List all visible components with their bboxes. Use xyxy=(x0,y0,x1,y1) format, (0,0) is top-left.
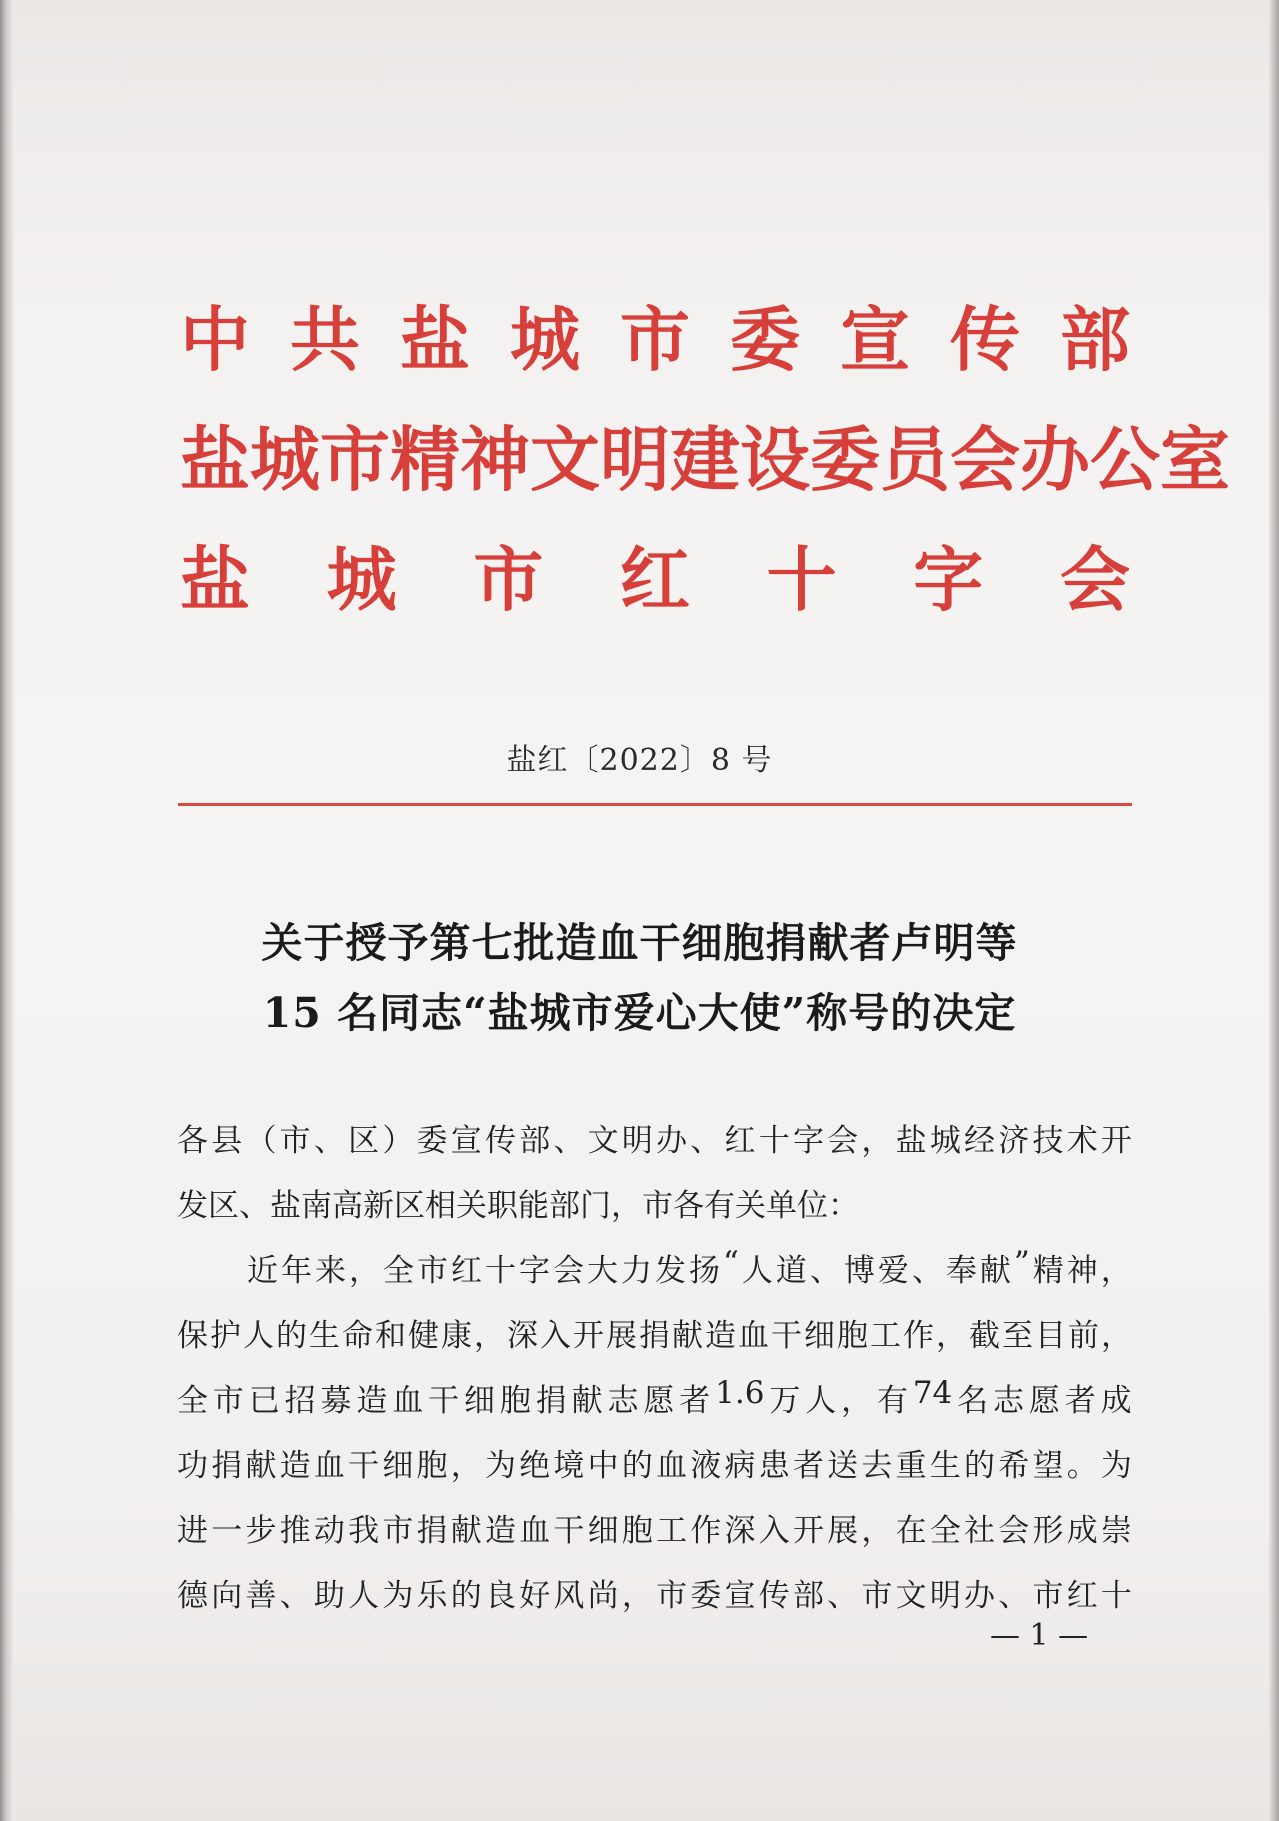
document-title-line-2: 15 名同志“盐城市爱心大使”称号的决定 xyxy=(262,989,1017,1037)
red-divider-line xyxy=(178,803,1132,806)
document-title-line-1: 关于授予第七批造血干细胞捐献者卢明等 xyxy=(261,919,1018,967)
header-issuer-1: 中 共 盐 城 市 委 宣 传 部 xyxy=(180,298,1130,381)
document-number: 盐红〔2022〕8 号 xyxy=(506,743,773,778)
page-number: — 1 — xyxy=(990,1618,1089,1653)
body-line: 全 市 已 招 募 造 血 干 细 胞 捐 献 志 愿 者 1.6 万 人 ， 有 74 名 志 愿 者 成 xyxy=(177,1375,1132,1419)
header-issuer-3: 盐 城 市 红 十 字 会 xyxy=(180,538,1130,621)
body-line: 发区、盐南高新区相关职能部门，市各有关单位： xyxy=(177,1188,859,1224)
body-line: 进 一 步 推 动 我 市 捐 献 造 血 干 细 胞 工 作 深 入 开 展 ， 在 全 社 会 形 成 崇 xyxy=(177,1513,1132,1549)
body-line: 保 护 人 的 生 命 和 健 康 ， 深 入 开 展 捐 献 造 血 干 细 胞 工 作 ， 截 至 目 前 ， xyxy=(177,1318,1132,1354)
body-line: 功 捐 献 造 血 干 细 胞 ， 为 绝 境 中 的 血 液 病 患 者 送 去 重 生 的 希 望 。 为 xyxy=(177,1448,1132,1484)
body-line: 德 向 善 、 助 人 为 乐 的 良 好 风 尚 ， 市 委 宣 传 部 、 市 文 明 办 、 市 红 十 xyxy=(177,1578,1132,1614)
header-issuer-2: 盐 城 市 精 神 文 明 建 设 委 员 会 办 公 室 xyxy=(180,418,1230,501)
body-line: 近 年 来 ， 全 市 红 十 字 会 大 力 发 扬 “ 人 道 、 博 爱 、 奉 献 ” 精 神 ， xyxy=(247,1245,1132,1289)
body-line: 各 县 （ 市 、 区 ） 委 宣 传 部 、 文 明 办 、 红 十 字 会 ， 盐 城 经 济 技 术 开 xyxy=(177,1123,1132,1159)
